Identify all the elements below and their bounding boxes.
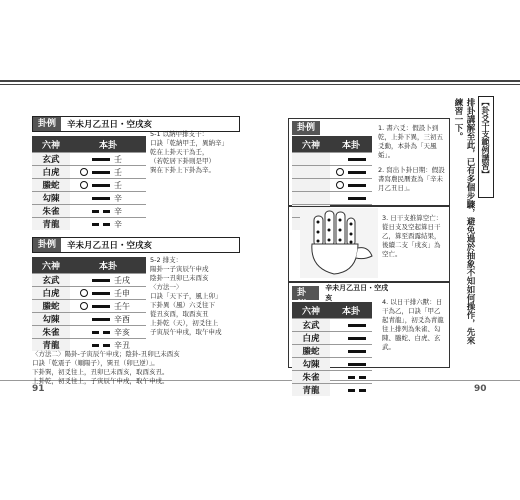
line-cell <box>70 205 146 218</box>
line-row <box>32 166 146 179</box>
stem-branch-label: 壬戌 <box>114 275 130 285</box>
yang-line <box>348 337 366 340</box>
method-two-note: 〈方法二〉陽卦-子寅辰午申戌；陰卦-丑卯巳未酉亥 口訣「乾震子（順陽子），巽丑（卯巳逆）」。 下卦巽，初爻往上，丑卯巳未酉亥，取酉亥丑。 上卦乾，初爻往上，子寅辰午申戌，取午申戌。 <box>32 350 180 385</box>
stem-branch-label: 壬 <box>114 167 122 177</box>
moving-line-circle <box>80 302 88 310</box>
stem-branch-label: 辛 <box>114 219 122 229</box>
note-5-2: 5-2 排支： 陽卦一子寅辰午申戌 陰卦一丑卯巳未酉亥 〈方法一〉 口訣「天下子，風上卯」 下卦異（風）六爻往下 從丑亥酉，取酉亥丑 上卦乾（天），初爻往上 子寅辰午申戌，取午申戌 <box>150 256 222 336</box>
line-row <box>292 319 372 332</box>
line-cell <box>330 319 372 332</box>
six-god-cell <box>292 179 330 192</box>
six-god-cell <box>292 192 330 205</box>
yang-line <box>92 171 110 174</box>
note-5-1: 5-1 以納甲排支干： 口訣「乾納甲壬，異納辛」 乾在上卦天干為壬， （若乾居下卦則是甲） 巽在下卦上下卦為辛。 <box>150 130 228 174</box>
step-3: 3. 日干支推算空亡：從日支及空起算日干乙，算至酉露結果，後續二支「戌亥」為空亡。 <box>382 214 443 258</box>
yang-line <box>348 324 366 327</box>
yang-line <box>92 158 110 161</box>
date-void-text: 辛未月乙丑日・空戌亥 <box>67 241 153 251</box>
hexagram-table-1 <box>32 136 146 230</box>
six-god-cell: 勾陳 <box>32 192 70 205</box>
stem-branch-label: 壬午 <box>114 301 130 311</box>
line-cell <box>70 218 146 231</box>
date-void-text: 辛未月乙丑日・空戌亥 <box>325 284 389 302</box>
line-cell <box>330 179 372 192</box>
line-row <box>292 179 372 192</box>
stem-branch-label: 辛酉 <box>114 314 130 324</box>
six-god-cell: 玄武 <box>32 274 70 287</box>
stem-branch-label: 辛丑 <box>114 340 130 350</box>
line-cell <box>330 332 372 345</box>
line-cell <box>70 179 146 192</box>
line-row <box>32 192 146 205</box>
yang-line <box>92 184 110 187</box>
yin-line <box>92 331 110 334</box>
step-4: 4. 以日干排六獸：日干為乙，口訣「甲乙起青龍」，初爻為青龍往上排列為朱雀、勾陳、螣蛇、白虎、玄武。 <box>382 298 444 351</box>
page-number-left: 91 <box>32 384 45 394</box>
yang-line <box>348 197 366 200</box>
line-cell <box>70 287 146 300</box>
line-row <box>292 166 372 179</box>
line-row <box>292 332 372 345</box>
line-row <box>292 371 372 384</box>
six-god-cell: 白虎 <box>292 332 330 345</box>
moving-line-circle <box>80 289 88 297</box>
stem-branch-label: 壬申 <box>114 288 130 298</box>
line-row <box>32 313 146 326</box>
step-1: 1. 書六爻：假設卜到乾，上卦下異，三初五爻動，本卦為「天風姤」。 <box>378 124 443 159</box>
hexagram-tag: 卦例 <box>33 117 61 131</box>
step-2: 2. 寫出卜卦日期：假設書寫農民曆查為「辛未月乙丑日」。 <box>378 166 445 192</box>
hexagram-table-4 <box>292 302 372 396</box>
yin-line <box>348 389 366 392</box>
line-row <box>32 179 146 192</box>
col-six-gods: 六神 <box>292 136 330 153</box>
six-god-cell: 勾陳 <box>292 358 330 371</box>
stem-branch-label: 辛 <box>114 206 122 216</box>
yin-line <box>92 223 110 226</box>
yang-line <box>348 171 366 174</box>
col-main-hexagram: 本卦 <box>330 136 372 153</box>
yang-line <box>92 292 110 295</box>
page-number-right: 90 <box>474 384 487 394</box>
six-god-cell <box>292 153 330 166</box>
moving-line-circle <box>80 168 88 176</box>
date-void-text: 辛未月乙丑日・空戌亥 <box>67 120 153 130</box>
hexagram-tag: 卦 <box>292 286 319 300</box>
line-row <box>292 153 372 166</box>
six-god-cell <box>292 166 330 179</box>
top-rule-thin <box>0 84 520 85</box>
top-rule <box>0 80 520 82</box>
moving-line-circle <box>336 168 344 176</box>
line-row <box>292 192 372 205</box>
stem-branch-label: 辛 <box>114 193 122 203</box>
line-row <box>32 218 146 231</box>
hexagram-header-4 <box>292 286 392 300</box>
stem-branch-label: 辛亥 <box>114 327 130 337</box>
line-cell <box>70 326 146 339</box>
six-god-cell: 朱雀 <box>292 371 330 384</box>
six-god-cell: 白虎 <box>32 287 70 300</box>
six-god-cell: 白虎 <box>32 166 70 179</box>
line-cell <box>330 371 372 384</box>
line-row <box>292 345 372 358</box>
line-cell <box>330 345 372 358</box>
six-god-cell: 玄武 <box>32 153 70 166</box>
line-row <box>32 300 146 313</box>
hand-palm-illustration <box>300 208 378 278</box>
six-god-cell: 朱雀 <box>32 326 70 339</box>
line-cell <box>70 166 146 179</box>
line-cell <box>70 300 146 313</box>
line-cell <box>330 153 372 166</box>
line-cell <box>70 313 146 326</box>
line-cell <box>330 384 372 397</box>
col-main-hexagram: 本卦 <box>70 136 146 153</box>
line-cell <box>70 274 146 287</box>
six-god-cell: 螣蛇 <box>292 345 330 358</box>
col-main-hexagram: 本卦 <box>70 257 146 274</box>
six-god-cell: 勾陳 <box>32 313 70 326</box>
stem-branch-label: 壬 <box>114 180 122 190</box>
six-god-cell: 螣蛇 <box>32 179 70 192</box>
col-main-hexagram: 本卦 <box>330 302 372 319</box>
stem-branch-label: 壬 <box>114 154 122 164</box>
six-god-cell: 螣蛇 <box>32 300 70 313</box>
six-god-cell: 青龍 <box>32 339 70 352</box>
line-cell <box>330 192 372 205</box>
intro-vertical-text: 排卦講解至此，已有多個步驟，避免過於抽象不知如何操作，先來練習一下。 <box>453 98 475 345</box>
yin-line <box>92 344 110 347</box>
line-row <box>292 384 372 397</box>
yang-line <box>348 184 366 187</box>
hexagram-header-2 <box>32 237 240 253</box>
col-six-gods: 六神 <box>32 136 70 153</box>
hexagram-table-2 <box>32 257 146 351</box>
line-row <box>292 358 372 371</box>
moving-line-circle <box>80 181 88 189</box>
six-god-cell: 玄武 <box>292 319 330 332</box>
line-row <box>32 287 146 300</box>
six-god-cell: 青龍 <box>292 384 330 397</box>
moving-line-circle <box>336 181 344 189</box>
yin-line <box>348 376 366 379</box>
col-six-gods: 六神 <box>292 302 330 319</box>
yang-line <box>92 279 110 282</box>
yang-line <box>348 363 366 366</box>
line-cell <box>70 153 146 166</box>
line-cell <box>330 166 372 179</box>
line-row <box>32 326 146 339</box>
line-row <box>32 205 146 218</box>
hexagram-tag: 卦例 <box>33 238 61 252</box>
col-six-gods: 六神 <box>32 257 70 274</box>
yang-line <box>92 197 110 200</box>
line-row <box>32 153 146 166</box>
line-cell <box>330 358 372 371</box>
line-cell <box>70 192 146 205</box>
six-god-cell: 朱雀 <box>32 205 70 218</box>
line-row <box>32 274 146 287</box>
six-god-cell: 青龍 <box>32 218 70 231</box>
yin-line <box>92 210 110 213</box>
yang-line <box>92 318 110 321</box>
yang-line <box>348 158 366 161</box>
yang-line <box>92 305 110 308</box>
hexagram-tag: 卦例 <box>292 121 320 135</box>
section-title: 【卦爻干支範例講習】 <box>481 98 490 178</box>
yang-line <box>348 350 366 353</box>
